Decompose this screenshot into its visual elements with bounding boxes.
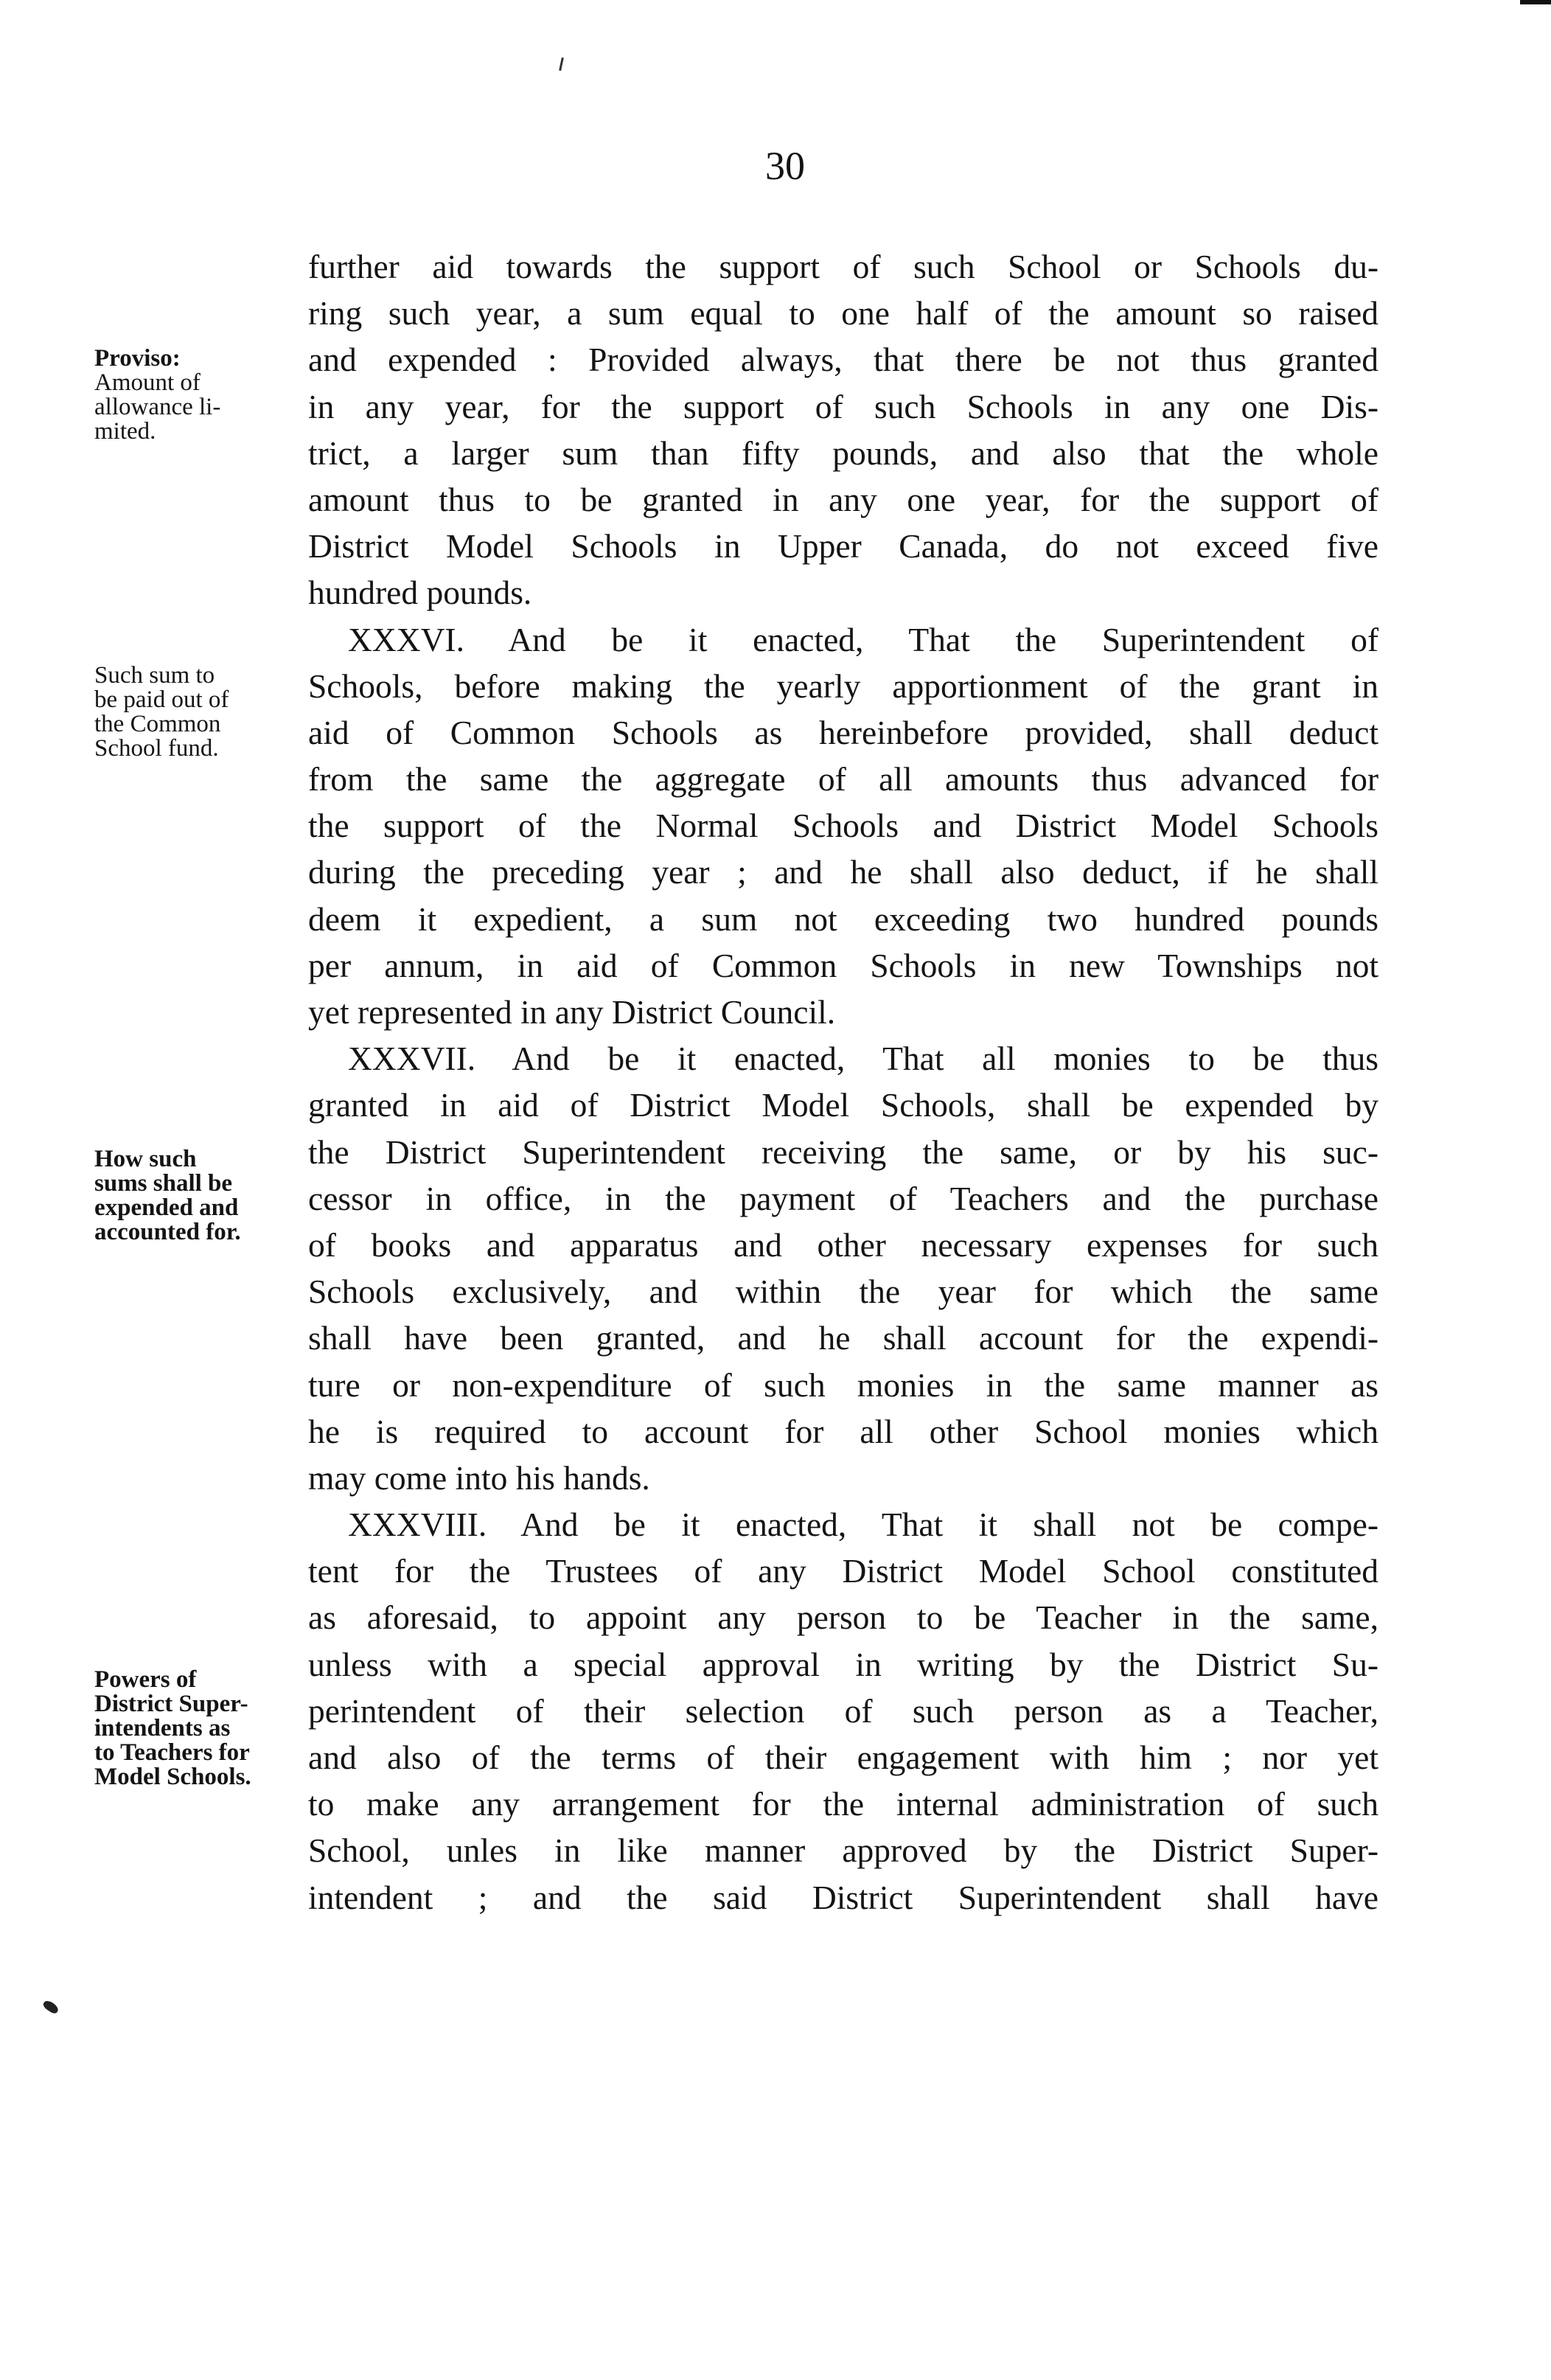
scan-edge-mark	[1520, 0, 1551, 4]
text-line: School, unles in like manner approved by the District Super-	[308, 1831, 1379, 1870]
margin-note-line: expended and	[94, 1194, 239, 1221]
margin-note-line: Such sum to	[94, 662, 215, 689]
text-line: the support of the Normal Schools and District Model Schools	[308, 807, 1379, 845]
margin-note-line: accounted for.	[94, 1219, 241, 1245]
ink-blot-mark	[42, 1999, 60, 2015]
text-line: ture or non-expenditure of such monies in the same manner as	[308, 1365, 1379, 1404]
text-line: ring such year, a sum equal to one half of the amount so raised	[308, 294, 1379, 333]
margin-note-line: Proviso:	[94, 345, 181, 372]
text-line: Schools exclusively, and within the year for which the same	[308, 1273, 1379, 1311]
body-text	[308, 243, 1379, 1921]
margin-note-line: Amount of	[94, 369, 201, 396]
margin-note-line: sums shall be	[94, 1170, 233, 1197]
margin-note-line: School fund.	[94, 735, 219, 762]
text-line: in any year, for the support of such Schools in any one Dis-	[308, 387, 1379, 425]
text-line: trict, a larger sum than fifty pounds, and also that the whole	[308, 434, 1379, 472]
margin-note-line: allowance li-	[94, 394, 221, 420]
text-line: deem it expedient, a sum not exceeding two hundred pounds	[308, 900, 1379, 938]
margin-note-line: be paid out of	[94, 686, 229, 713]
margin-note-school-fund	[94, 664, 293, 761]
margin-note-expenditure	[94, 1147, 293, 1245]
text-line: of books and apparatus and other necessary expenses for such	[308, 1225, 1379, 1264]
text-line: unless with a special approval in writing by the District Su-	[308, 1645, 1379, 1683]
ink-tick-mark	[559, 58, 564, 71]
text-line: perintendent of their selection of such person as a Teacher,	[308, 1691, 1379, 1730]
text-line: tent for the Trustees of any District Model School constituted	[308, 1552, 1379, 1590]
text-line: aid of Common Schools as hereinbefore provided, shall deduct	[308, 713, 1379, 751]
text-line: per annum, in aid of Common Schools in new Townships not	[308, 946, 1379, 984]
margin-note-powers	[94, 1668, 293, 1789]
text-line: to make any arrangement for the internal administration of such	[308, 1785, 1379, 1823]
text-line: intendent ; and the said District Superintendent shall have	[308, 1878, 1379, 1916]
text-line: may come into his hands.	[308, 1458, 650, 1497]
text-line: and also of the terms of their engagement with him ; nor yet	[308, 1739, 1379, 1776]
section-xxxvii-heading-line: XXXVII. And be it enacted, That all monies to be thus	[348, 1040, 1379, 1078]
margin-note-line: intendents as	[94, 1715, 231, 1741]
margin-note-proviso	[94, 347, 293, 444]
text-line: during the preceding year ; and he shall also deduct, if he shall	[308, 853, 1379, 891]
margin-note-line: District Super-	[94, 1691, 248, 1717]
margin-note-line: mited.	[94, 418, 156, 445]
text-line: the District Superintendent receiving the same, or by his suc-	[308, 1132, 1379, 1171]
text-line: Schools, before making the yearly apportionment of the grant in	[308, 667, 1379, 705]
text-line: from the same the aggregate of all amounts thus advanced for	[308, 760, 1379, 798]
text-line: amount thus to be granted in any one year, for the support of	[308, 480, 1379, 518]
text-line: as aforesaid, to appoint any person to be Teacher in the same,	[308, 1598, 1379, 1637]
text-line: and expended : Provided always, that there be not thus granted	[308, 341, 1379, 379]
text-line: he is required to account for all other School monies which	[308, 1412, 1379, 1450]
text-line: District Model Schools in Upper Canada, do not exceed five	[308, 527, 1379, 566]
margin-note-line: Model Schools.	[94, 1764, 251, 1790]
page-number: 30	[765, 144, 805, 188]
text-line: shall have been granted, and he shall account for the expendi-	[308, 1319, 1379, 1357]
margin-note-line: How such	[94, 1146, 197, 1172]
margin-note-line: the Common	[94, 711, 221, 737]
section-xxxviii-heading-line: XXXVIII. And be it enacted, That it shall not be compe-	[348, 1506, 1379, 1544]
margin-note-line: Powers of	[94, 1666, 197, 1693]
section-xxxvi-heading-line: XXXVI. And be it enacted, That the Superintendent of	[348, 620, 1379, 658]
text-line: hundred pounds.	[308, 574, 532, 612]
text-line: yet represented in any District Council.	[308, 993, 836, 1031]
text-line: further aid towards the support of such School or Schools du-	[308, 248, 1379, 285]
text-line: cessor in office, in the payment of Teachers and the purchase	[308, 1179, 1379, 1217]
text-line: granted in aid of District Model Schools, shall be expended by	[308, 1086, 1379, 1124]
margin-note-line: to Teachers for	[94, 1739, 250, 1766]
